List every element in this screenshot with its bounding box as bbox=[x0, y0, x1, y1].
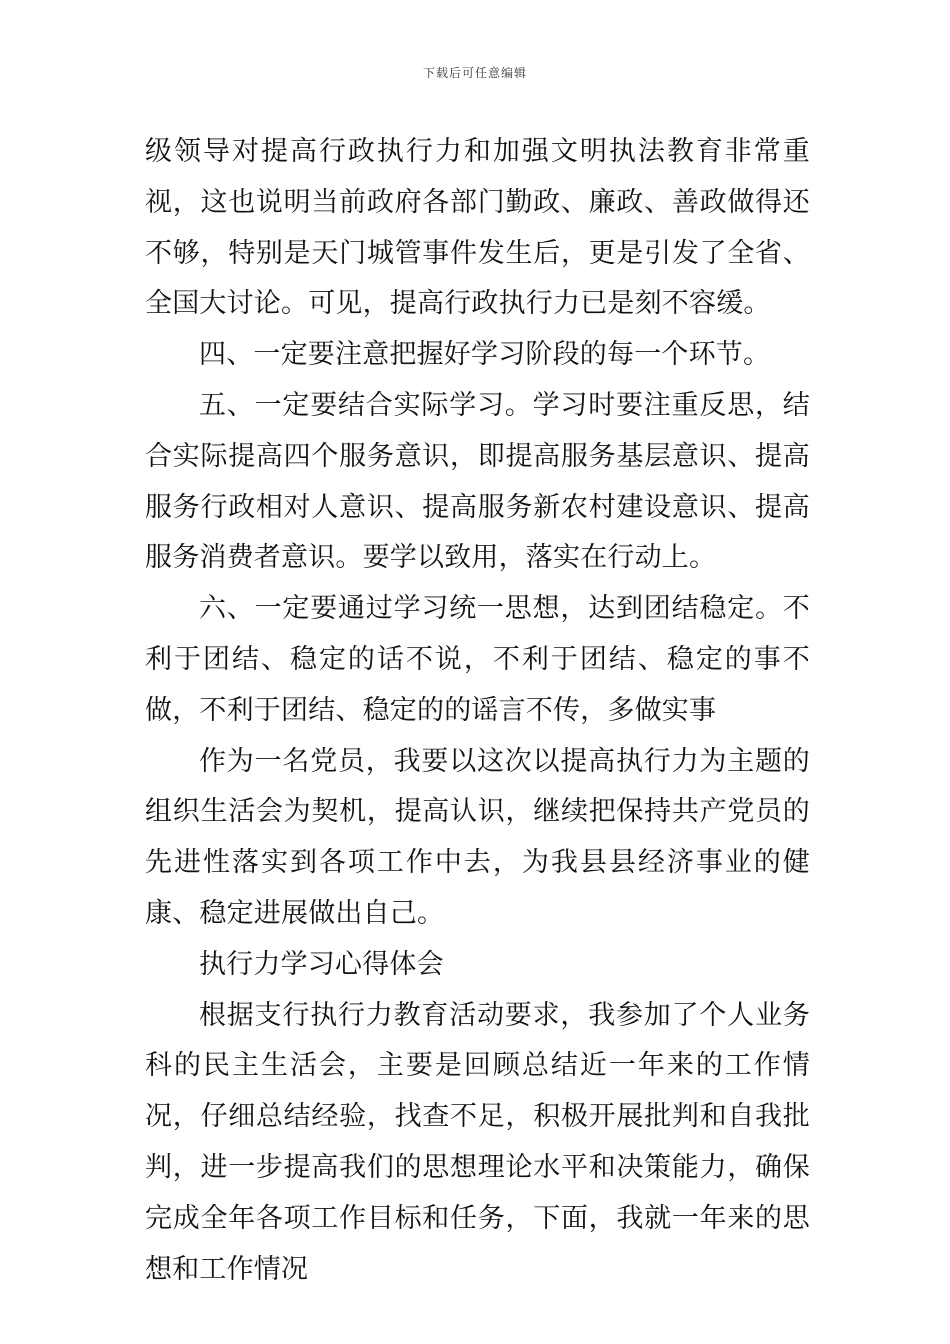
section-heading: 执行力学习心得体会 bbox=[199, 948, 444, 980]
paragraph-6: 根据支行执行力教育活动要求，我参加了个人业务科的民主生活会，主要是回顾总结近一年来的工作情况，仔细总结经验，找查不足，积极开展批判和自我批判，进一步提高我们的思想理论水平和决策能力，确保完成全年各项工作目标和任务，下面，我就一年来的思想和工作情况 bbox=[145, 999, 810, 1285]
paragraph-1: 级领导对提高行政执行力和加强文明执法教育非常重视，这也说明当前政府各部门勤政、廉政、善政做得还不够，特别是天门城管事件发生后，更是引发了全省、全国大讨论。可见，提高行政执行力已是刻不容缓。 bbox=[145, 136, 810, 320]
paragraph-5: 作为一名党员，我要以这次以提高执行力为主题的组织生活会为契机，提高认识，继续把保持共产党员的先进性落实到各项工作中去，为我县县经济事业的健康、稳定进展做出自己。 bbox=[145, 745, 810, 929]
paragraph-2: 四、一定要注意把握好学习阶段的每一个环节。 bbox=[199, 339, 771, 371]
document-body bbox=[145, 127, 810, 1295]
page-header-note: 下载后可任意编辑 bbox=[422, 66, 527, 80]
paragraph-3: 五、一定要结合实际学习。学习时要注重反思，结合实际提高四个服务意识，即提高服务基层意识、提高服务行政相对人意识、提高服务新农村建设意识、提高服务消费者意识。要学以致用，落实在行动上。 bbox=[145, 389, 810, 574]
paragraph-4: 六、一定要通过学习统一思想，达到团结稳定。不利于团结、稳定的话不说，不利于团结、稳定的事不做，不利于团结、稳定的的谣言不传，多做实事 bbox=[145, 593, 810, 726]
